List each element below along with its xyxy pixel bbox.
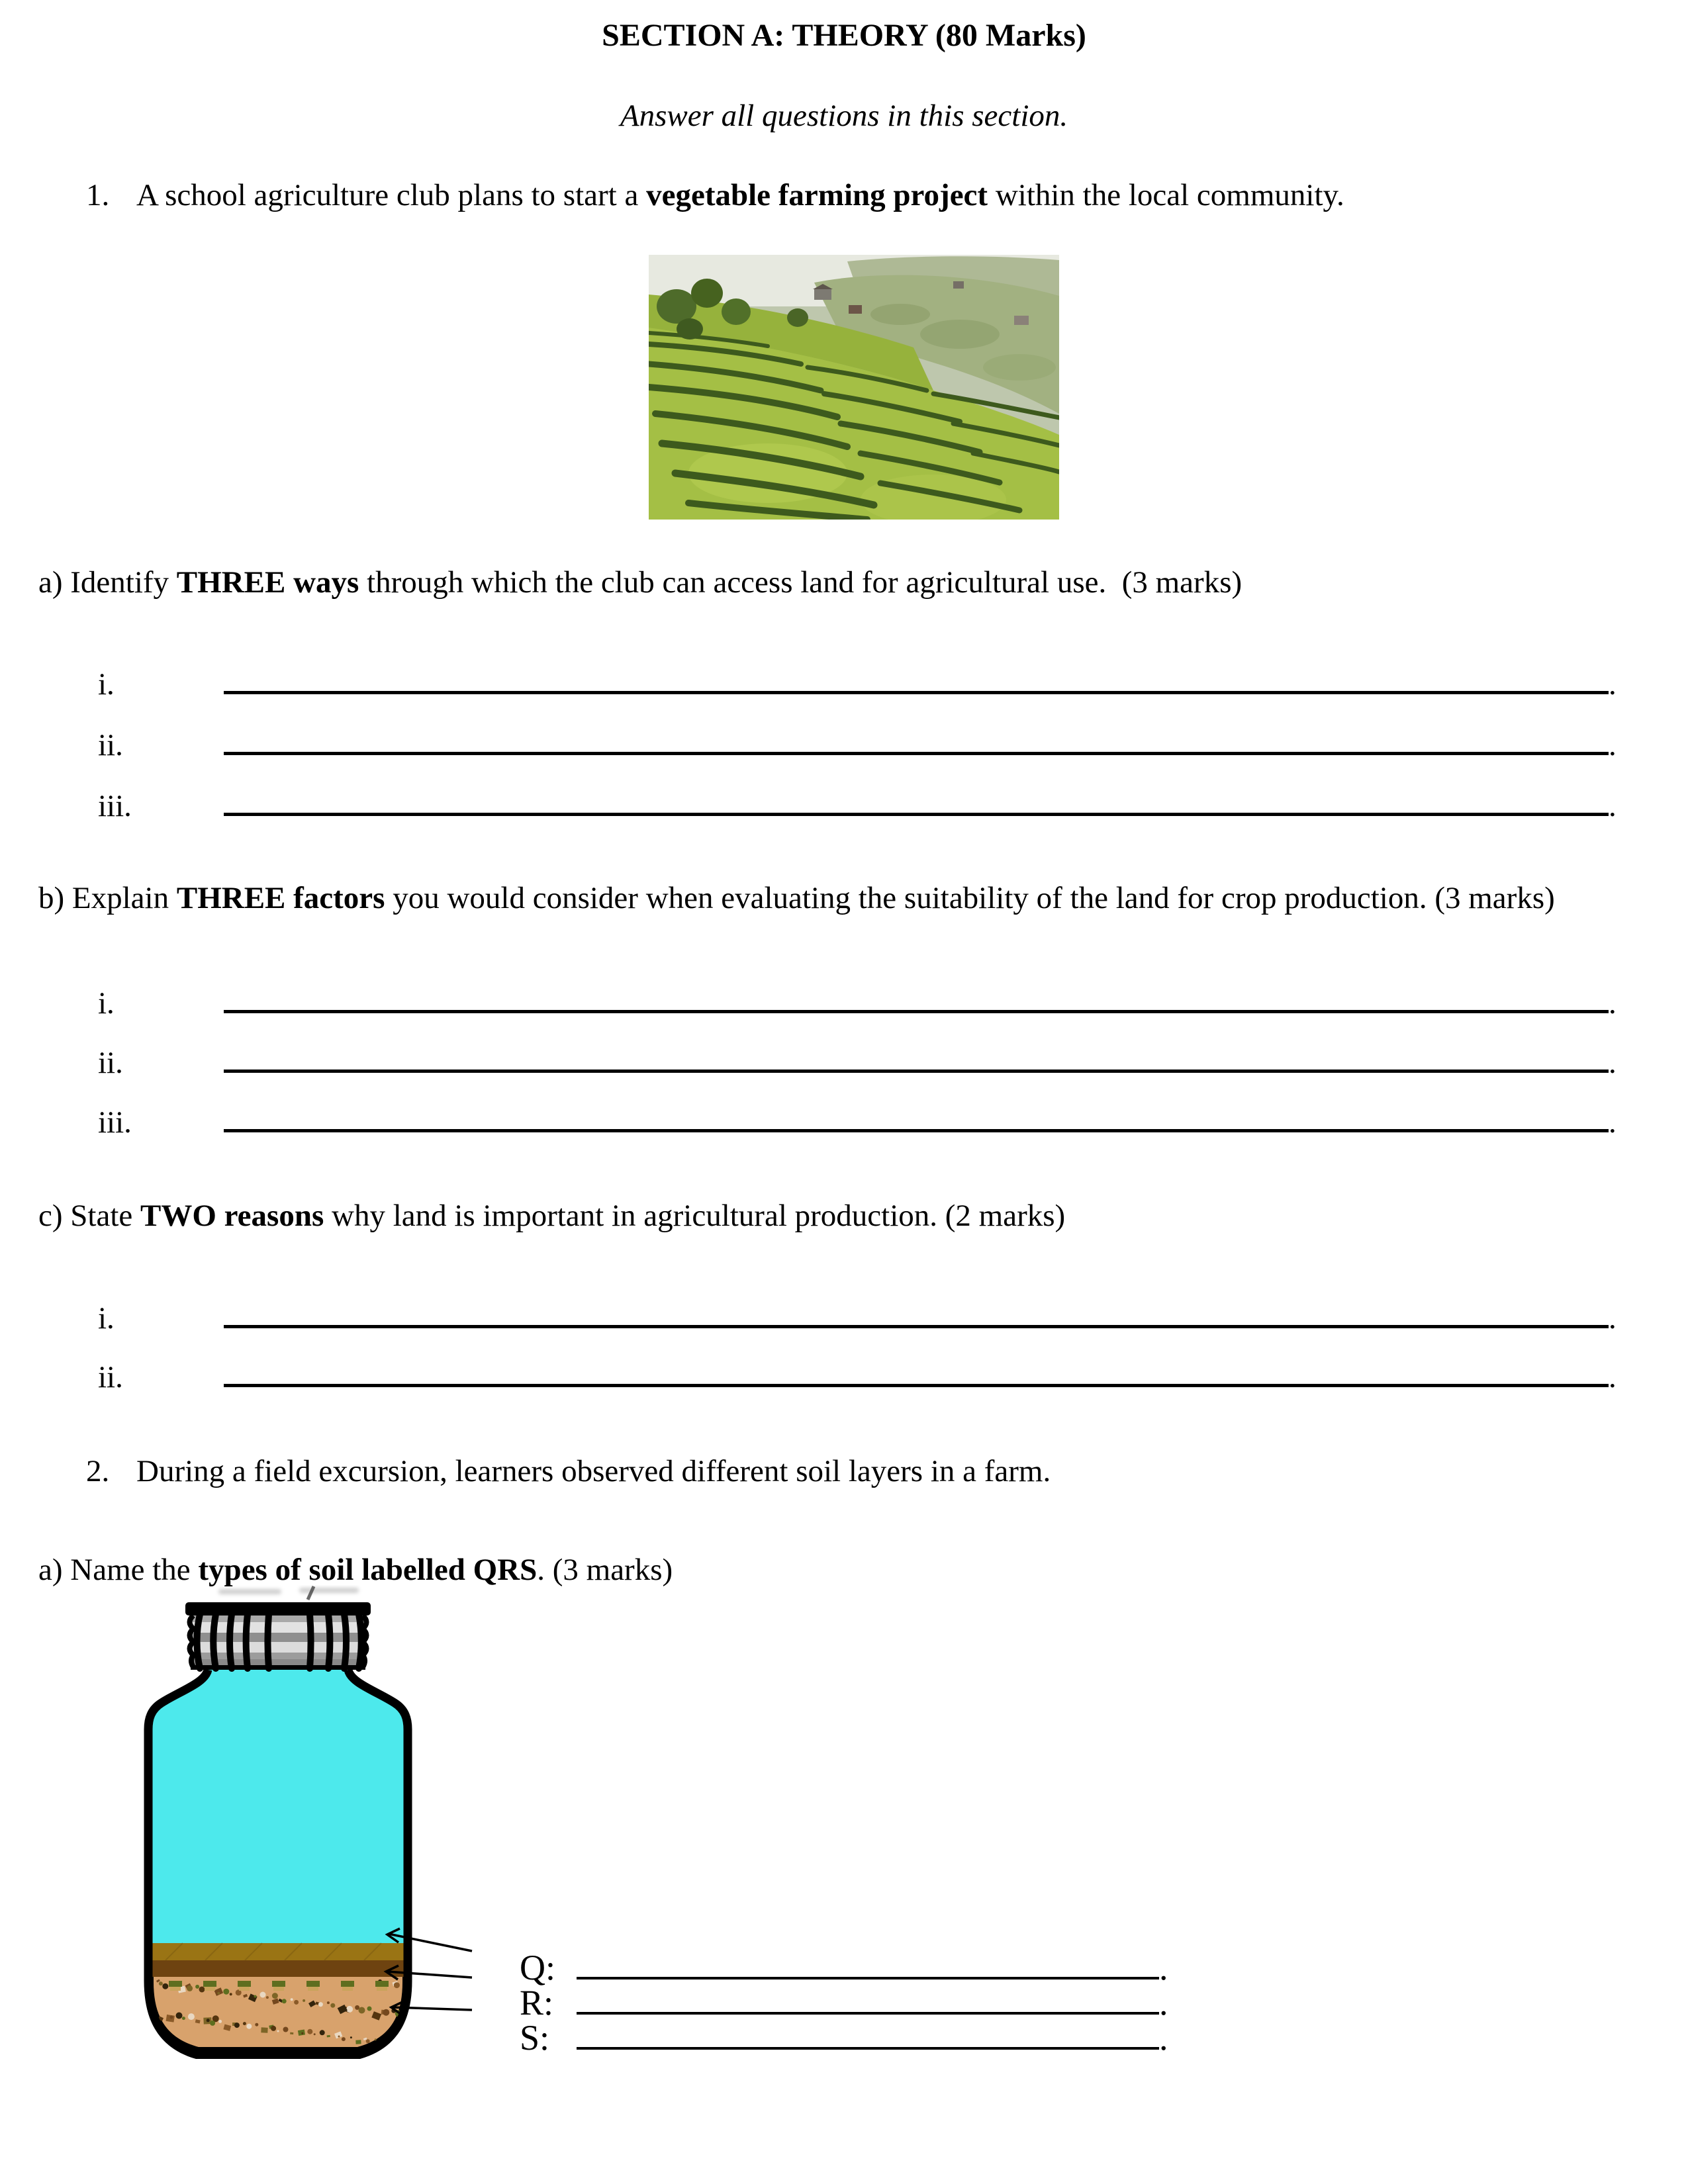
q1a-suffix: through which the club can access land for agricultural use. (3 marks) [359,565,1243,600]
answer-blank-line [224,690,1609,694]
photo-hill-patch [983,354,1056,381]
answer-blank-line [224,751,1609,755]
soil-label-row-s [520,2017,1168,2058]
answer-blank-line [224,1009,1609,1013]
q1a-heading [38,565,1242,600]
q1b-bold: THREE factors [176,881,385,915]
answer-blank-line [224,1128,1609,1132]
line-period: . [1159,1948,1168,1987]
item-numeral: i. [98,667,115,702]
item-numeral: ii. [98,1360,123,1394]
item-numeral: iii. [98,1105,132,1140]
q1a-bold: THREE ways [176,565,359,600]
q2a-bold: types of soil labelled QRS [198,1553,538,1587]
line-period: . [1609,986,1617,1021]
q1b-prefix: b) Explain [38,881,177,915]
answer-blank-line [577,1976,1159,1979]
answer-blank-line [577,2046,1159,2050]
line-period: . [1159,2018,1168,2058]
question-1-bold: vegetable farming project [646,178,988,212]
soil-label-s: S: [520,2018,550,2058]
q1a-prefix: a) Identify [38,565,177,600]
question-2-text [86,1453,1051,1489]
answer-blank-line [224,811,1609,816]
section-instruction: Answer all questions in this section. [620,99,1068,133]
question-1-prefix: A school agriculture club plans to start a [136,178,647,212]
item-numeral: ii. [98,728,123,762]
section-title: SECTION A: THEORY (80 Marks) [602,18,1086,53]
question-2-body: During a field excursion, learners observed different soil layers in a farm. [136,1454,1051,1488]
line-period: . [1609,728,1617,762]
q1c-heading [38,1198,1065,1234]
answer-line-row [98,1105,1617,1140]
jar-lid [185,1602,371,1670]
question-1-number: 1. [86,178,110,212]
answer-line-row [98,1045,1617,1081]
line-period: . [1159,1983,1168,2023]
item-numeral: iii. [98,789,132,823]
q2a-heading [38,1552,673,1588]
blurred-caption [218,1588,359,1594]
q1c-prefix: c) State [38,1199,140,1233]
line-period: . [1609,1360,1617,1394]
photo-hill-patch [870,304,930,325]
answer-line-row [98,788,1617,824]
answer-blank-line [224,1383,1609,1387]
answer-line-row [98,1300,1617,1336]
photo-hill-patch [920,320,1000,349]
q2a-suffix: . (3 marks) [537,1553,673,1587]
soil-label-q: Q: [520,1948,555,1987]
soil-label-r: R: [520,1983,554,2023]
question-1-text [86,177,1344,213]
item-numeral: ii. [98,1046,123,1080]
line-period: . [1609,1046,1617,1080]
line-period: . [1609,1301,1617,1336]
answer-line-row [98,985,1617,1021]
soil-jar-figure [139,1585,483,2068]
q1b-heading [38,880,1555,916]
question-2-number: 2. [86,1454,110,1488]
answer-line-row [98,1359,1617,1395]
q1b-suffix: you would consider when evaluating the suitability of the land for crop production. (3 marks) [385,881,1555,915]
item-numeral: i. [98,986,115,1021]
item-numeral: i. [98,1301,115,1336]
line-period: . [1609,667,1617,702]
line-period: . [1609,1105,1617,1140]
terraced-field-photo [649,255,1059,520]
soil-layer-mid [151,1960,405,1977]
answer-blank-line [224,1068,1609,1073]
answer-line-row [98,666,1617,702]
q2a-prefix: a) Name the [38,1553,199,1587]
q1c-bold: TWO reasons [140,1199,324,1233]
answer-line-row [98,727,1617,763]
question-1-suffix: within the local community. [988,178,1344,212]
q1c-suffix: why land is important in agricultural production. (2 marks) [324,1199,1066,1233]
line-period: . [1609,789,1617,823]
answer-blank-line [224,1324,1609,1328]
answer-blank-line [577,2011,1159,2015]
